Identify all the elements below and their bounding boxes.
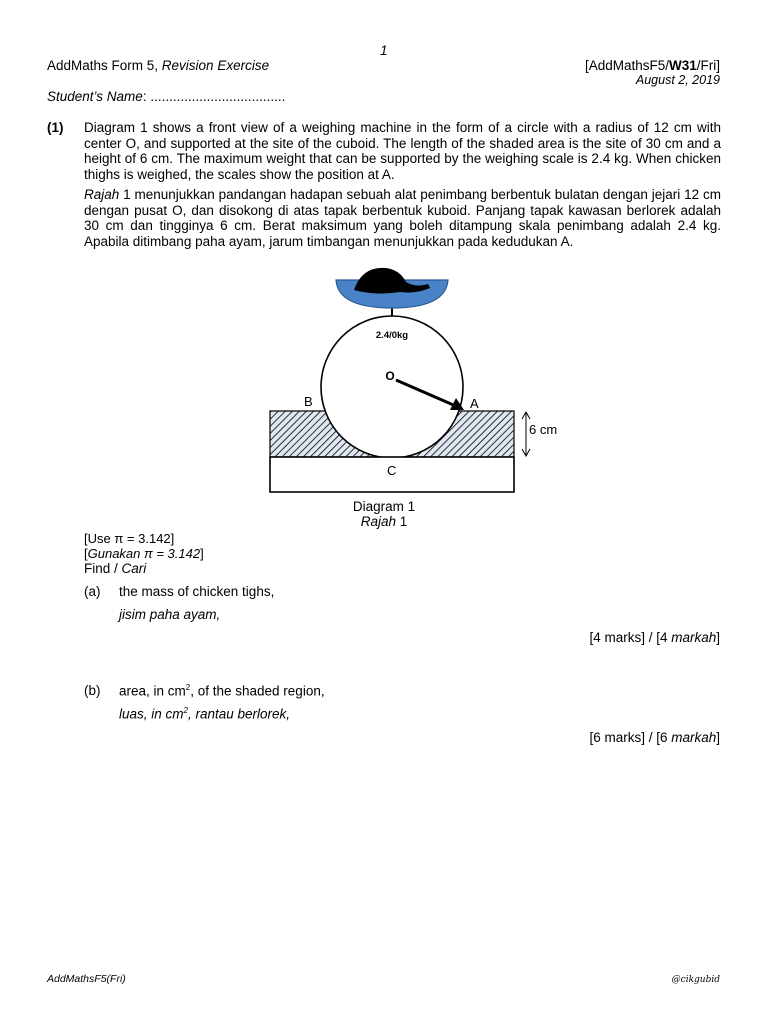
- question-text-ms-num: 1 menunjukkan pandangan hadapan sebuah alat penimbang berbentuk bulatan dengan jejari 12 cm dengan pusat O, dan disokong di atas tapak berbentuk kuboid. Panjang tapak kawasan berlorek adalah 30 cm dan tingginya 6 cm. Berat maksimum yang boleh ditampung skala penimbang adalah 2.4 kg. Apabila ditimbang paha ayam, jarum timbangan menunjukkan pada kedudukan A.: [84, 187, 721, 249]
- find-instruction: [84, 561, 146, 576]
- part-a-text-en: the mass of chicken tighs,: [119, 584, 275, 599]
- part-b-en-pre: area, in cm: [119, 683, 186, 699]
- use-pi-ms-close: ]: [200, 546, 204, 561]
- header-code-suffix: /Fri]: [696, 58, 720, 73]
- part-b-ms-pre: luas, in cm: [119, 706, 184, 722]
- student-name-line: [47, 89, 285, 104]
- find-ms: Cari: [121, 561, 147, 576]
- student-name-label: Student’s Name: [47, 89, 143, 104]
- header-subtitle: Revision Exercise: [161, 58, 270, 73]
- part-a-marks-ms: markah: [671, 630, 717, 645]
- header-code-prefix: [AddMathsF5/: [584, 58, 669, 73]
- part-a-label: (a): [84, 584, 101, 599]
- footer-left-pre: AddMathsF5(: [47, 973, 111, 985]
- header-code: [585, 58, 720, 73]
- footer-left: [47, 973, 126, 985]
- diagram-caption: Diagram 1: [352, 499, 416, 514]
- center-label-o: O: [385, 369, 395, 383]
- point-label-b: B: [304, 394, 313, 409]
- part-b-ms-post: , rantau berlorek,: [187, 706, 291, 722]
- part-b-marks: [589, 730, 720, 745]
- part-a-marks-close: ]: [716, 630, 720, 645]
- scale-label: 2.4/0kg: [375, 330, 409, 341]
- question-number: (1): [47, 120, 64, 135]
- point-label-c: C: [387, 463, 397, 478]
- caption-ms-word: Rajah: [360, 514, 396, 529]
- header-date: August 2, 2019: [635, 73, 720, 87]
- page-number: 1: [380, 43, 388, 58]
- height-label: 6 cm: [529, 422, 558, 437]
- diagram-caption-ms: [300, 514, 468, 529]
- student-name-dots: : ....................................: [142, 89, 286, 104]
- part-a-text-ms: jisim paha ayam,: [119, 607, 221, 622]
- footer-left-post: ): [122, 973, 126, 985]
- part-b-marks-close: ]: [716, 730, 720, 745]
- footer-left-day: Fri: [110, 973, 123, 985]
- part-b-en-post: , of the shaded region,: [190, 683, 325, 699]
- part-b-ms-sup: 2: [183, 706, 188, 715]
- weighing-machine-diagram: [250, 262, 570, 500]
- part-b-en-sup: 2: [185, 683, 191, 692]
- part-b-marks-en: [6 marks] / [6: [589, 730, 672, 745]
- question-text-ms: [84, 187, 721, 249]
- part-a-marks-en: [4 marks] / [4: [589, 630, 672, 645]
- header-course: AddMaths Form 5,: [47, 58, 162, 73]
- question-text-en: Diagram 1 shows a front view of a weighing machine in the form of a circle with a radius of 12 cm with center O, and supported at the site of the cuboid. The length of the shaded area is the site of 30 cm and a height of 6 cm. The maximum weight that can be supported by the weighing scale is 2.4 kg. When chicken thighs is weighed, the scales show the position at A.: [84, 120, 721, 182]
- footer-signature: @cikgubid: [671, 975, 720, 985]
- use-pi-ms-text: Gunakan π = 3.142: [87, 546, 201, 561]
- use-pi-note-ms: [84, 546, 204, 561]
- use-pi-note: [Use π = 3.142]: [84, 531, 175, 546]
- part-b-marks-ms: markah: [671, 730, 717, 745]
- header-title: [47, 58, 269, 73]
- part-b-text-ms: [119, 706, 290, 722]
- part-b-label: (b): [84, 683, 101, 698]
- part-b-text-en: [119, 683, 325, 699]
- caption-ms-num: 1: [396, 514, 408, 529]
- find-en: Find /: [84, 561, 122, 576]
- use-pi-ms-open: [: [84, 546, 88, 561]
- point-label-a: A: [470, 396, 479, 411]
- header-code-week: W31: [668, 58, 697, 73]
- question-text-ms-word: Rajah: [84, 187, 120, 202]
- part-a-marks: [589, 630, 720, 645]
